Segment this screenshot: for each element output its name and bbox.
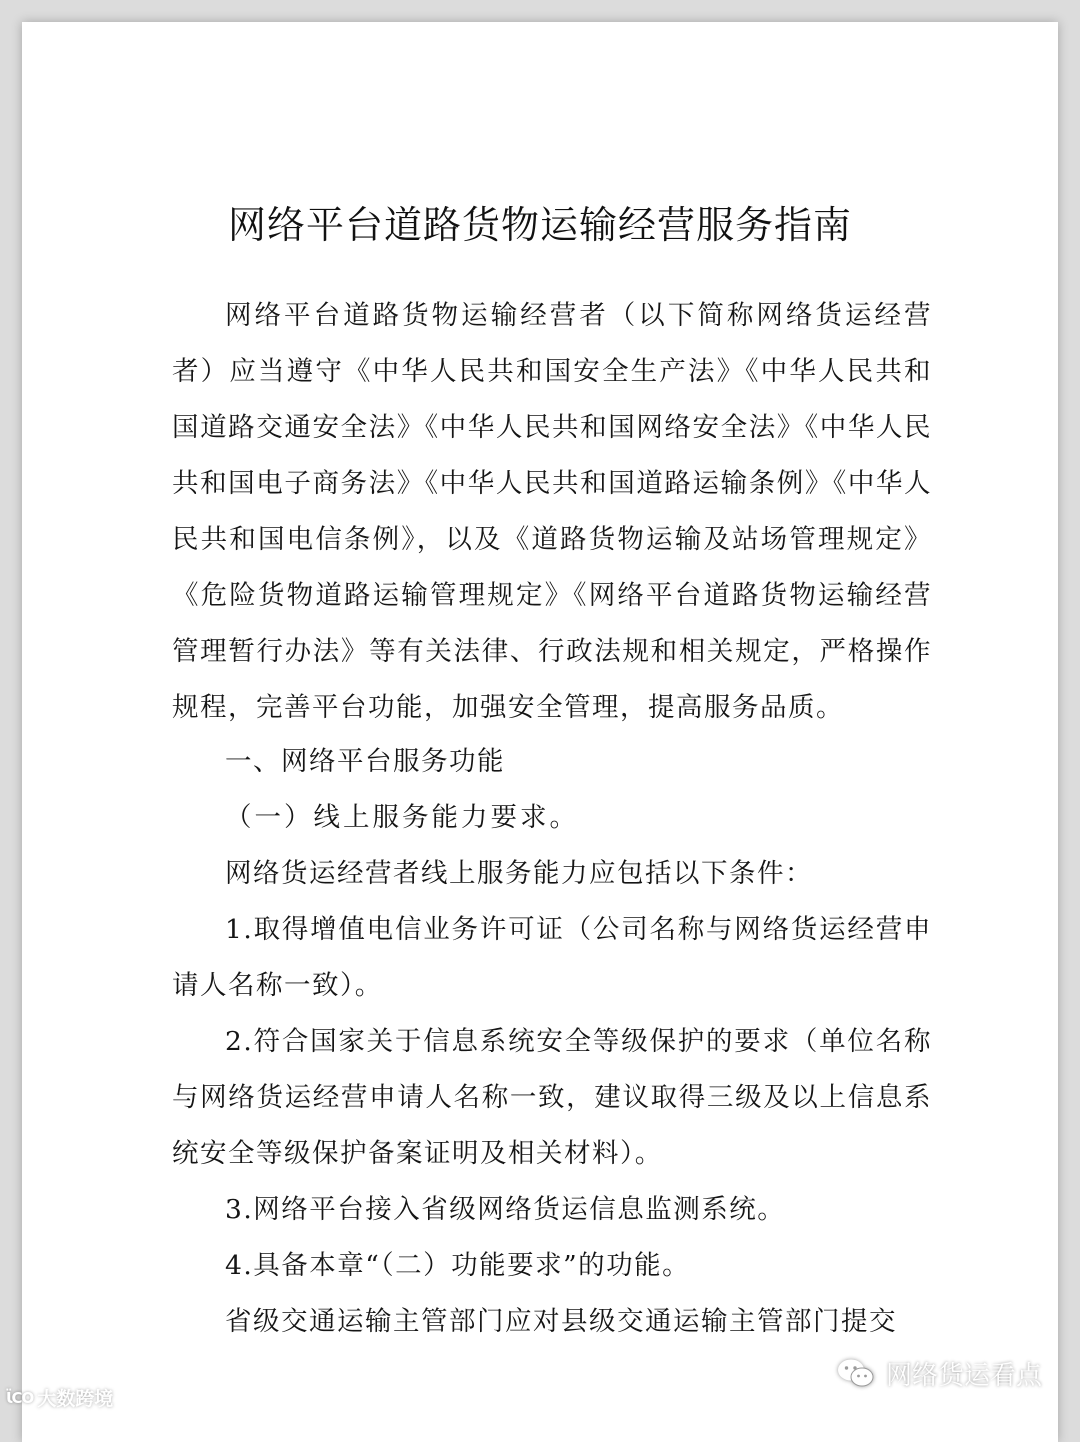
watermark-right-text: 网络货运看点 [885,1361,1042,1391]
document-page [22,22,1058,1442]
wechat-icon [836,1357,876,1391]
subsection-heading: （一）线上服务能力要求。 [225,802,579,833]
list-item: 4.具备本章“（二）功能要求”的功能。 [225,1250,691,1281]
watermark-logo: Ɩ̈CO [6,1388,34,1407]
list-item: 3.网络平台接入省级网络货运信息监测系统。 [225,1194,786,1225]
document-title: 网络平台道路货物运输经营服务指南 [227,203,852,247]
conditions-intro: 网络货运经营者线上服务能力应包括以下条件： [225,858,813,889]
section-heading: 一、网络平台服务功能 [225,746,505,777]
list-item: 2.符合国家关于信息系统安全等级保护的要求（单位名称与网络货运经营申请人名称一致，建议取得三级及以上信息系统安全等级保护备案证明及相关材料）。 [172,1026,932,1169]
intro-paragraph: 网络平台道路货物运输经营者（以下简称网络货运经营者）应当遵守《中华人民共和国安全生产法》《中华人民共和国道路交通安全法》《中华人民共和国网络安全法》《中华人民共和国电子商务法》《中华人民共和国道路运输条例》《中华人民共和国电信条例》，以及《道路货物运输及站场管理规定》《危险货物道路运输管理规定》《网络平台道路货物运输经营管理暂行办法》等有关法律、行政法规和相关规定，严格操作规程，完善平台功能，加强安全管理，提高服务品质。 [172,300,932,723]
list-item: 1.取得增值电信业务许可证（公司名称与网络货运经营申请人名称一致）。 [172,914,932,1001]
watermark-right [836,1355,1042,1392]
watermark-left [6,1384,113,1411]
last-paragraph: 省级交通运输主管部门应对县级交通运输主管部门提交 [225,1306,897,1337]
watermark-left-text: 大数跨境 [37,1388,114,1410]
